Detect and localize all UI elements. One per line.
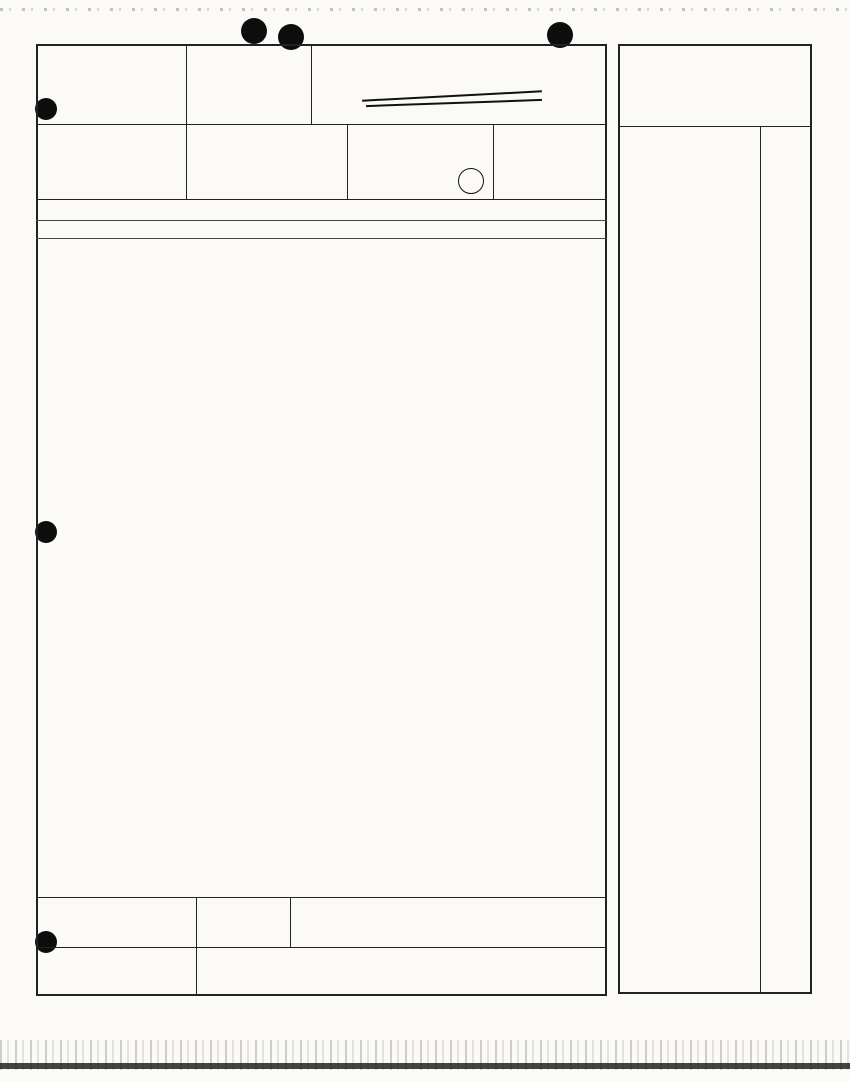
punch-hole: [241, 18, 267, 44]
means-option-tel[interactable]: [458, 168, 484, 194]
message-form: [36, 44, 607, 996]
scan-noise-top: [0, 8, 850, 11]
distribution-panel: [618, 44, 812, 994]
scan-bottom-edge: [0, 1063, 850, 1069]
